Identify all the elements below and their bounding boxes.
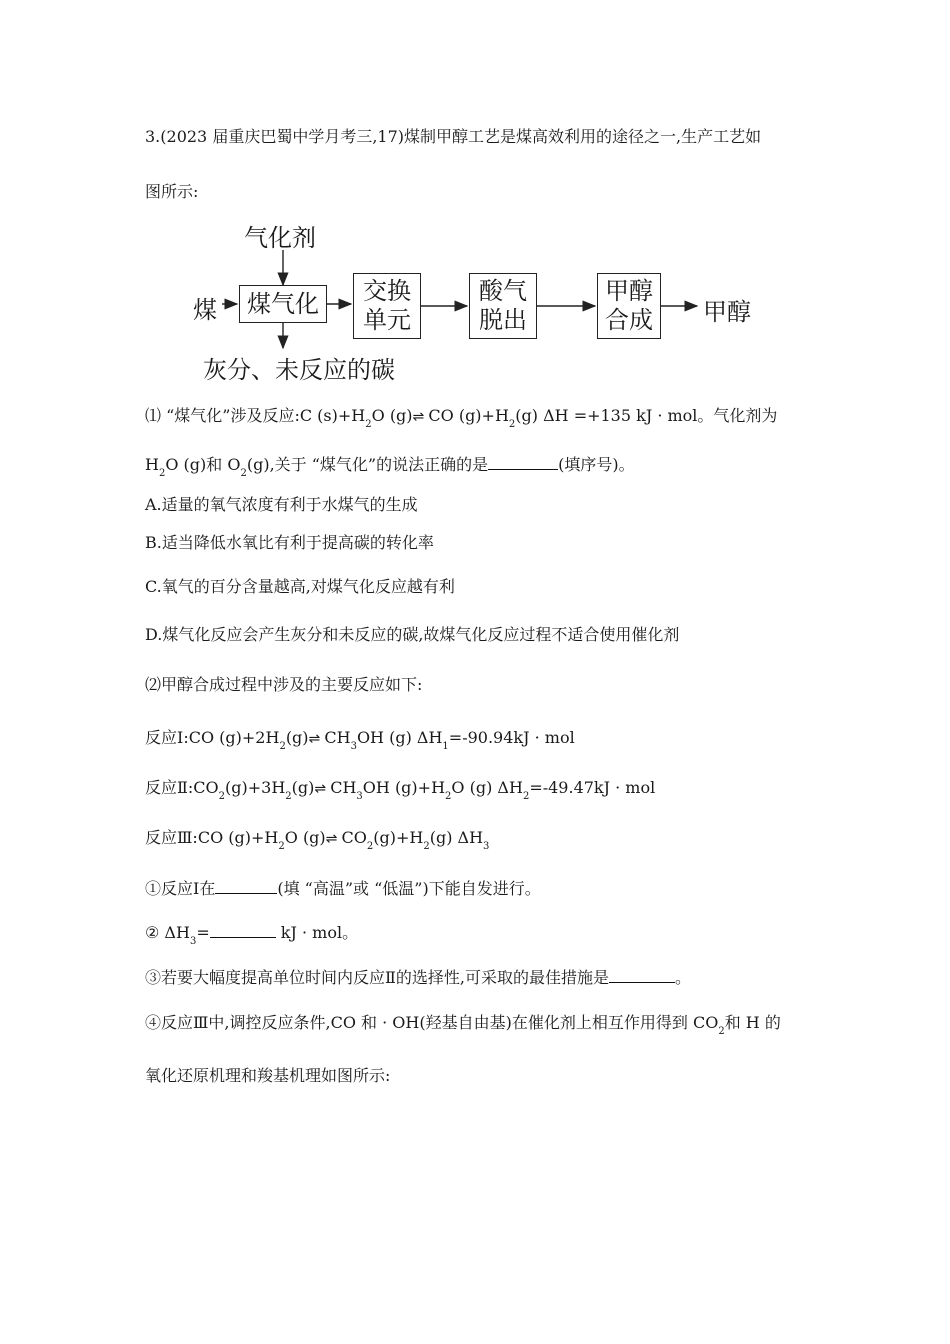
- part1-line1: ⑴ “煤气化”涉及反应:C $(s)+H_2O$ (g)⇌ CO $(g)+H_2(g)$ ΔH =+135 kJ · mol。气化剂为: [145, 406, 778, 430]
- equilibrium-arrow: ⇌: [314, 781, 326, 797]
- answer-blank-2[interactable]: [215, 877, 277, 894]
- question-intro-line1: 3.(2023 届重庆巴蜀中学月考三,17)煤制甲醇工艺是煤高效利用的途径之一,生产工艺如: [145, 127, 762, 146]
- equilibrium-arrow: ⇌: [412, 409, 424, 425]
- acid-gas-line1: 酸气: [479, 277, 527, 305]
- subquestion-4-line2: 氧化还原机理和羧基机理如图所示:: [145, 1066, 391, 1085]
- methanol-output-label: 甲醇: [703, 298, 751, 326]
- subquestion-3: ③若要大幅度提高单位时间内反应Ⅱ的选择性,可采取的最佳措施是 。: [145, 968, 691, 987]
- acid-gas-removal-box: [469, 273, 537, 339]
- exchange-unit-box: [353, 273, 421, 339]
- gasification-box: [239, 285, 327, 323]
- methanol-synthesis-line1: 甲醇: [605, 277, 653, 305]
- option-b: B.适当降低水氧比有利于提高碳的转化率: [145, 533, 434, 552]
- part2-heading: ⑵甲醇合成过程中涉及的主要反应如下:: [145, 675, 423, 694]
- equilibrium-arrow: ⇌: [308, 731, 320, 747]
- acid-gas-line2: 脱出: [479, 306, 527, 334]
- exchange-unit-line1: 交换: [363, 277, 411, 305]
- option-d: D.煤气化反应会产生灰分和未反应的碳,故煤气化反应过程不适合使用催化剂: [145, 625, 680, 644]
- gasifying-agent-label: 气化剂: [244, 224, 316, 252]
- exchange-unit-line2: 单元: [363, 306, 411, 334]
- reaction-3: 反应Ⅲ:CO $(g)+H_2O$ (g)⇌ $CO_2(g)+H_2(g)$ $\Delta H_3$: [145, 828, 490, 852]
- option-a: A.适量的氧气浓度有利于水煤气的生成: [145, 495, 418, 514]
- coal-input-label: 煤: [193, 296, 217, 324]
- subquestion-1: ①反应Ⅰ在 (填 “高温”或 “低温”)下能自发进行。: [145, 879, 541, 898]
- question-intro-line2: 图所示:: [145, 182, 199, 201]
- answer-blank-1[interactable]: [488, 453, 558, 470]
- methanol-synthesis-line2: 合成: [605, 306, 653, 334]
- reaction-2: 反应$Ⅱ:CO_2(g)+3H_2(g)\rightleftharpoons$ $CH_3OH$ $(g)+H_2O$ (g) $\Delta H_2=-49.47kJ$ · mol: [145, 778, 656, 802]
- ash-output-label: 灰分、未反应的碳: [203, 356, 395, 384]
- option-c: C.氧气的百分含量越高,对煤气化反应越有利: [145, 577, 455, 596]
- flow-arrows: [0, 0, 950, 400]
- answer-blank-3[interactable]: [210, 921, 276, 938]
- subquestion-2: ② $\Delta H_3=$ kJ · mol。: [145, 923, 359, 947]
- methanol-synthesis-box: [597, 273, 661, 339]
- gasification-box-label: 煤气化: [247, 289, 319, 318]
- subquestion-4-line1: ④反应Ⅲ中,调控反应条件,CO 和 · OH(羟基自由基)在催化剂上相互作用得到 $CO_2$和 H 的: [145, 1013, 781, 1037]
- part1-line2: $H_2O$ (g)和 $O_2(g)$,关于 “煤气化”的说法正确的是 (填序号)。: [145, 455, 635, 479]
- answer-blank-4[interactable]: [609, 966, 675, 983]
- equilibrium-arrow: ⇌: [325, 831, 337, 847]
- reaction-1: 反应Ⅰ:CO $(g)+2H_2(g)\rightleftharpoons$ $CH_3OH$ (g) $\Delta H_1=-90.94kJ$ · mol: [145, 728, 575, 752]
